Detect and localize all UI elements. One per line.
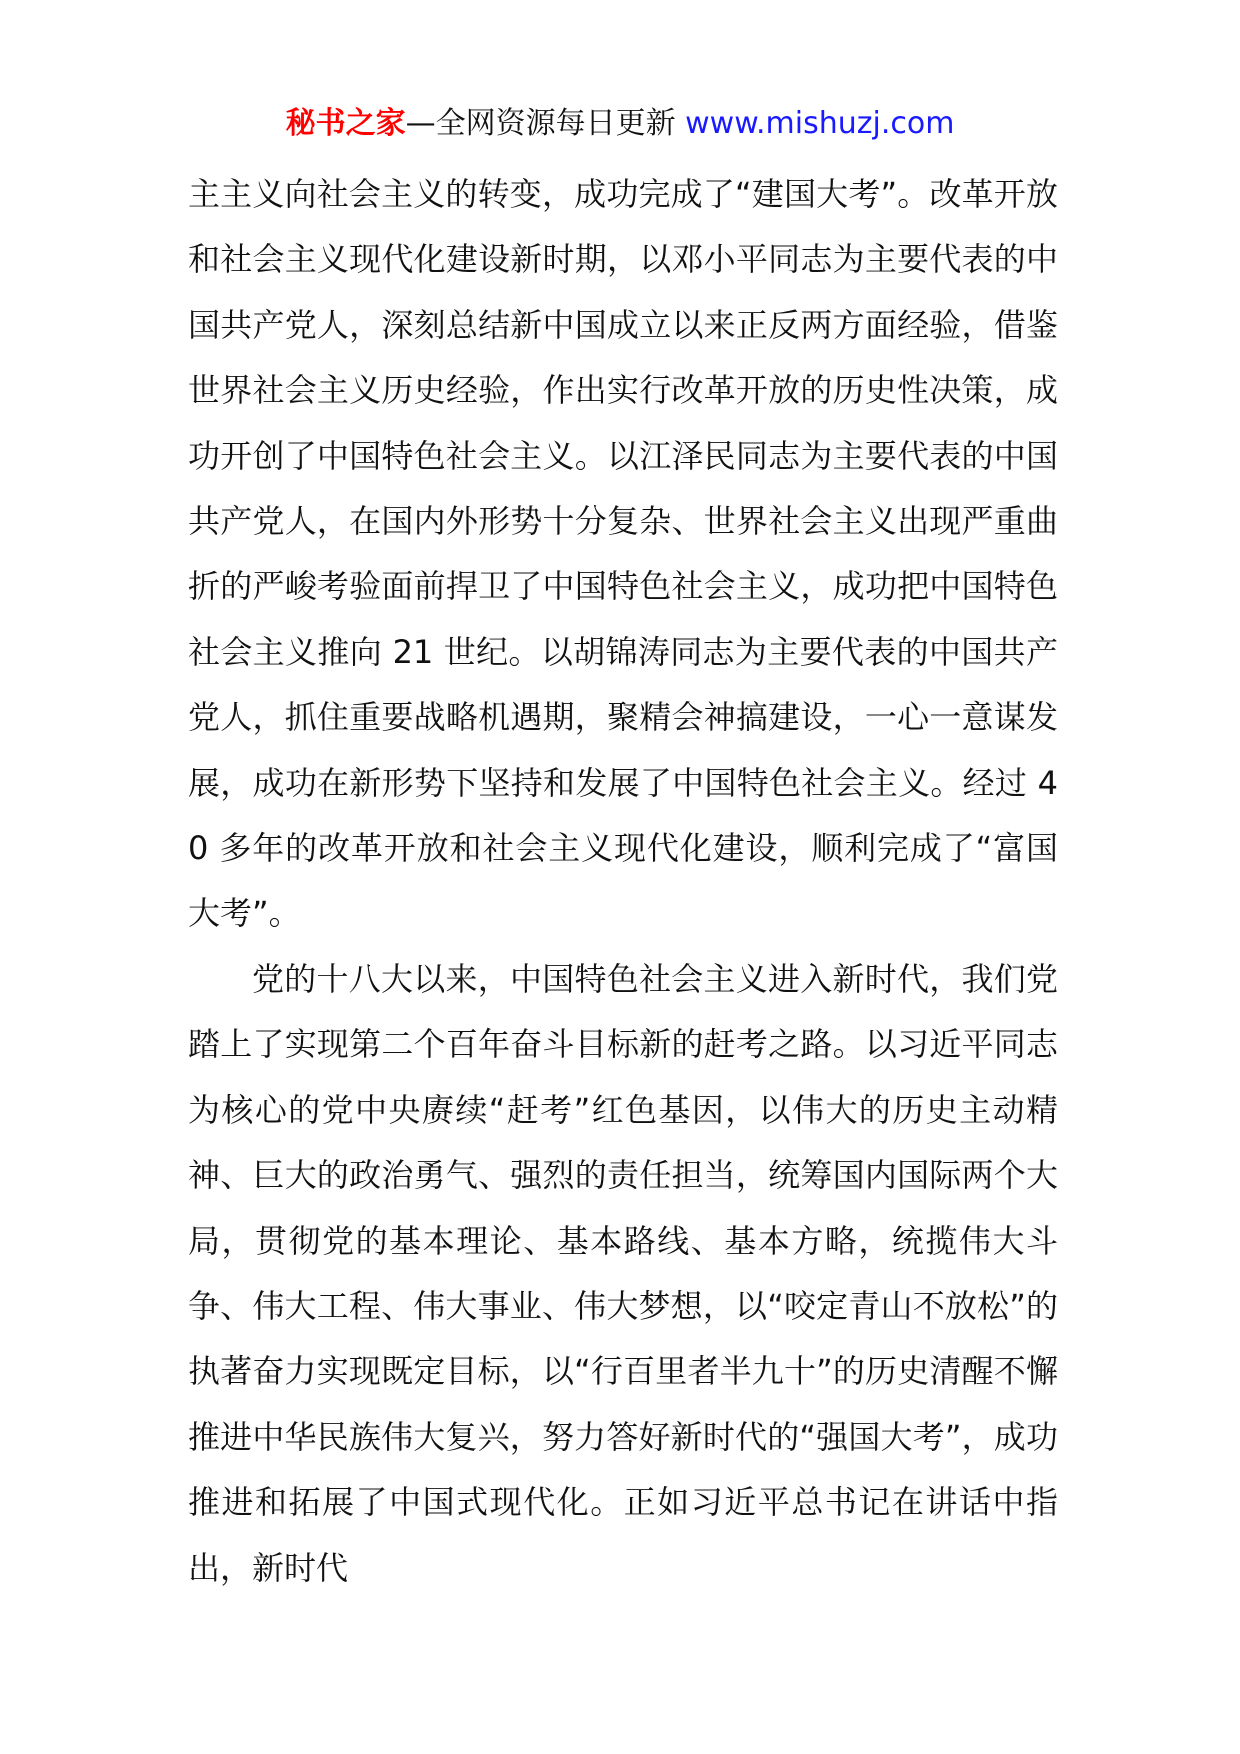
page-header [0,100,1240,148]
document-body [188,162,1058,1601]
brand-name: 秘书之家 [285,106,406,141]
site-url-link[interactable]: www.mishuzj.com [685,106,955,141]
header-tagline: —全网资源每日更新 [405,106,676,141]
paragraph-new-era: 党的十八大以来，中国特色社会主义进入新时代，我们党踏上了实现第二个百年奋斗目标新的赶考之路。以习近平同志为核心的党中央赓续“赶考”红色基因，以伟大的历史主动精神、巨大的政治勇气、强烈的责任担当，统筹国内国际两个大局，贯彻党的基本理论、基本路线、基本方略，统揽伟大斗争、伟大工程、伟大事业、伟大梦想，以“咬定青山不放松”的执著奋力实现既定目标，以“行百里者半九十”的历史清醒不懈推进中华民族伟大复兴，努力答好新时代的“强国大考”，成功推进和拓展了中国式现代化。正如习近平总书记在讲话中指出，新时代 [188,959,1058,1587]
paragraph-continued: 主主义向社会主义的转变，成功完成了“建国大考”。改革开放和社会主义现代化建设新时期，以邓小平同志为主要代表的中国共产党人，深刻总结新中国成立以来正反两方面经验，借鉴世界社会主义历史经验，作出实行改革开放的历史性决策，成功开创了中国特色社会主义。以江泽民同志为主要代表的中国共产党人，在国内外形势十分复杂、世界社会主义出现严重曲折的严峻考验面前捍卫了中国特色社会主义，成功把中国特色社会主义推向 21 世纪。以胡锦涛同志为主要代表的中国共产党人，抓住重要战略机遇期，聚精会神搞建设，一心一意谋发展，成功在新形势下坚持和发展了中国特色社会主义。经过 40 多年的改革开放和社会主义现代化建设，顺利完成了“富国大考”。 [188,175,1058,933]
